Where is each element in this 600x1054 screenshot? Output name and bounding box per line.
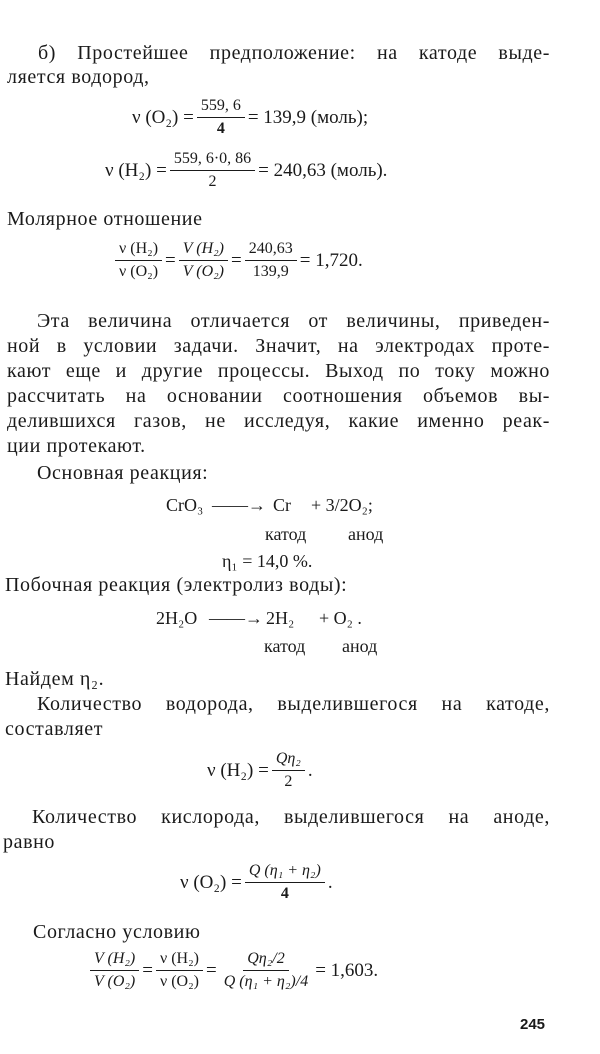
- equation-lhs: ν (H₂) =: [207, 759, 269, 781]
- product-h2: 2H₂: [266, 608, 295, 628]
- denominator: V (O₂): [94, 973, 136, 990]
- fraction: [90, 950, 139, 991]
- molar-ratio-heading: Молярное отношение: [7, 208, 203, 230]
- equation-result: = 1,603.: [315, 959, 379, 981]
- numerator: Q (η₁ + η₂): [245, 862, 325, 883]
- denominator: Q (η₁ + η₂)/4: [223, 973, 309, 990]
- paragraph-line: делившихся газов, не исследуя, какие именно реак-: [7, 410, 550, 432]
- equation-molar-ratio: [112, 240, 363, 281]
- numerator: Qη₂/2: [243, 950, 289, 971]
- equation-rhs: = 240,63 (моль).: [258, 159, 388, 181]
- equation-rhs: = 139,9 (моль);: [247, 106, 369, 128]
- find-eta2: Найдем η₂.: [5, 668, 105, 690]
- equation-h2-moles: [105, 150, 387, 191]
- equation-tail: .: [307, 759, 313, 781]
- numerator: 240,63: [245, 240, 297, 261]
- reactant-cro3: CrO₃: [166, 495, 204, 515]
- equation-condition: [87, 950, 378, 991]
- numerator: Qη₂: [272, 750, 305, 771]
- page-number: 245: [520, 1016, 546, 1033]
- fraction: [245, 862, 325, 903]
- equation-tail: .: [327, 871, 333, 893]
- paragraph-line: кают еще и другие процессы. Выход по току можно: [7, 360, 550, 382]
- equals-sign: =: [206, 959, 217, 981]
- label-cathode: катод: [264, 636, 306, 656]
- equation-o2-charge: [180, 862, 333, 903]
- reaction-arrow: ——→: [209, 608, 263, 628]
- denominator: 139,9: [252, 263, 289, 280]
- denominator: 4: [280, 885, 289, 902]
- equation-h2-charge: [207, 750, 313, 791]
- paragraph-line: Эта величина отличается от величины, приведен-: [37, 310, 550, 332]
- condition-heading: Согласно условию: [33, 921, 201, 943]
- intro-line-2: ляется водород,: [7, 66, 150, 88]
- main-reaction-heading: Основная реакция:: [37, 462, 209, 484]
- hydrogen-text-line-1: Количество водорода, выделившегося на катоде,: [37, 693, 550, 715]
- paragraph-line: ции протекают.: [7, 435, 146, 457]
- oxygen-text-line-2: равно: [3, 831, 56, 853]
- fraction: [272, 750, 305, 791]
- product-o2: + O₂ .: [319, 608, 362, 628]
- oxygen-text-line-1: Количество кислорода, выделившегося на аноде,: [32, 806, 550, 828]
- denominator: 4: [216, 120, 225, 137]
- numerator: V (H₂): [90, 950, 139, 971]
- equals-sign: =: [142, 959, 153, 981]
- denominator: 2: [208, 173, 217, 190]
- side-reaction-heading: Побочная реакция (электролиз воды):: [5, 574, 348, 596]
- label-cathode: катод: [265, 524, 307, 544]
- product-o2: + 3/2O₂;: [311, 495, 373, 515]
- denominator: ν (O₂): [119, 263, 159, 280]
- denominator: ν (O₂): [159, 973, 200, 990]
- equals-sign: =: [165, 249, 176, 271]
- denominator: 2: [284, 773, 293, 790]
- equation-result: = 1,720.: [299, 249, 363, 271]
- fraction: [197, 97, 245, 138]
- product-cr: Cr: [273, 495, 291, 515]
- reaction-arrow: ——→: [212, 495, 266, 515]
- numerator: 559, 6: [197, 97, 245, 118]
- yield-eta1: η₁ = 14,0 %.: [222, 551, 313, 571]
- paragraph-line: рассчитать на основании соотношения объемов вы-: [7, 385, 550, 407]
- numerator: ν (H₂): [156, 950, 203, 971]
- label-anode: анод: [342, 636, 378, 656]
- equation-lhs: ν (O₂) =: [132, 106, 194, 128]
- fraction: [170, 150, 255, 191]
- equation-o2-moles: [132, 97, 368, 138]
- intro-line-1: б) Простейшее предположение: на катоде выде-: [38, 42, 550, 64]
- label-anode: анод: [348, 524, 384, 544]
- numerator: ν (H₂): [115, 240, 162, 261]
- equals-sign: =: [231, 249, 242, 271]
- fraction: [156, 950, 203, 991]
- numerator: 559, 6·0, 86: [170, 150, 255, 171]
- fraction: [115, 240, 162, 281]
- numerator: V (H₂): [179, 240, 228, 261]
- fraction: [220, 950, 312, 991]
- hydrogen-text-line-2: составляет: [5, 718, 104, 740]
- equation-lhs: ν (H₂) =: [105, 159, 167, 181]
- fraction: [245, 240, 297, 281]
- equation-lhs: ν (O₂) =: [180, 871, 242, 893]
- reactant-h2o: 2H₂O: [156, 608, 198, 628]
- fraction: [179, 240, 228, 281]
- denominator: V (O₂): [182, 263, 225, 280]
- paragraph-line: ной в условии задачи. Значит, на электродах проте-: [7, 335, 550, 357]
